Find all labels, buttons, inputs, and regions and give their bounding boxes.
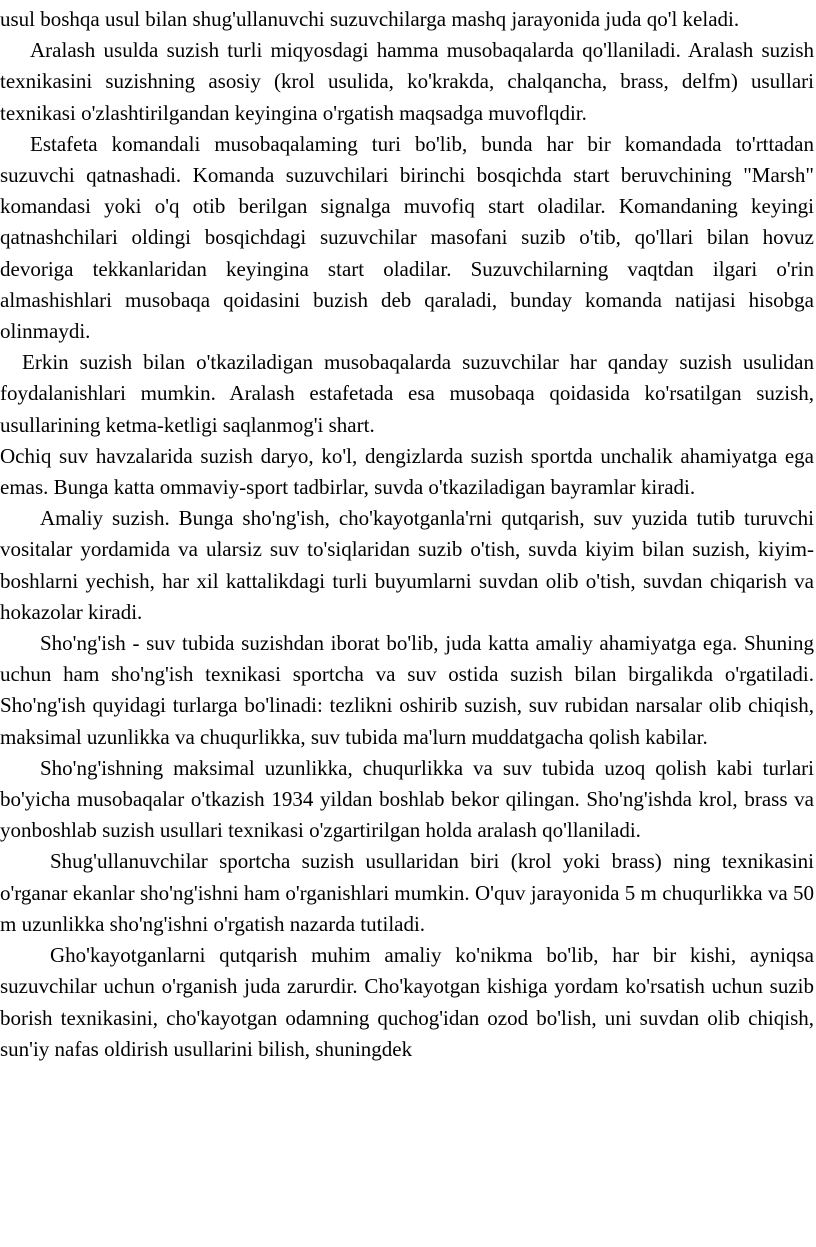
paragraph-diving: Sho'ng'ish - suv tubida suzishdan iborat bo'lib, juda katta amaliy ahamiyatga ega. Shuning uchun ham sho'ng'ish texnikasi sportcha va suv ostida suzish bilan birgalikda o'rgatiladi. Sho'ng'ish quyidagi turlarga bo'linadi: tezlikni oshirib suzish, suv rubidan narsalar olib chiqish, maksimal uzunlikka va chuqurlikka, suv tubida ma'lurn muddatgacha qolish kabilar. [0, 631, 814, 749]
paragraph-open-water: Ochiq suv havzalarida suzish daryo, ko'l, dengizlarda suzish sportda unchalik ahamiyatga ega emas. Bunga katta ommaviy-sport tadbirlar, suvda o'tkaziladigan bayramlar kiradi. [0, 443, 814, 500]
paragraph-relay: Estafeta komandali musobaqalaming turi bo'lib, bunda har bir komandada to'rttadan suzuvchi qatnashadi. Komanda suzuvchilari birinchi bosqichda start beruvchining "Marsh" komandasi yoki o'q otib berilgan signalga muvofiq start oladilar. Komandaning keyingi qatnashchilari oldingi bosqichdagi suzuvchilar masofani suzib o'tib, qo'llari bilan hovuz devoriga tekkanlaridan keyingina start oladilar. Suzuvchilarning vaqtdan ilgari o'rin almashishlari musobaqa qoidasini buzish deb qaraladi, bunday komanda natijasi hisobga olinmaydi. [0, 131, 814, 344]
paragraph-training: Shug'ullanuvchilar sportcha suzish usullaridan biri (krol yoki brass) ning texnikasini o'rganar ekanlar sho'ng'ishni ham o'rganishlari mumkin. O'quv jarayonida 5 m chuqurlikka va 50 m uzunlikka sho'ng'ishni o'rgatish nazarda tutiladi. [0, 849, 814, 936]
paragraph-applied-swimming: Amaliy suzish. Bunga sho'ng'ish, cho'kayotganla'rni qutqarish, suv yuzida tutib turuvchi vositalar yordamida va ularsiz suv to'siqlaridan suzib o'tish, suvda kiyim bilan suzish, kiyim-boshlarni yechish, har xil kattalikdagi turli buyumlarni suvdan olib o'tish, suvdan chiqarish va hokazolar kiradi. [0, 506, 814, 624]
paragraph-mixed-swimming: Aralash usulda suzish turli miqyosdagi hamma musobaqalarda qo'llaniladi. Aralash suzish texnikasini suzishning asosiy (krol usulida, ko'krakda, chalqancha, brass, delfm) usullari texnikasi o'zlashtirilgandan keyingina o'rgatish maqsadga muvoflqdir. [0, 38, 814, 125]
paragraph-rescue: Gho'kayotganlarni qutqarish muhim amaliy ko'nikma bo'lib, har bir kishi, ayniqsa suzuvchilar uchun o'rganish juda zarurdir. Cho'kayotgan kishiga yordam ko'rsatish uchun suzib borish texnikasini, cho'kayotgan odamning quchog'idan ozod bo'lish, uni suvdan olib chiqish, sun'iy nafas oldirish usullarini bilish, shuningdek [0, 943, 814, 1061]
paragraph-freestyle: Erkin suzish bilan o'tkaziladigan musobaqalarda suzuvchilar har qanday suzish usulidan foydalanishlari mumkin. Aralash estafetada esa musobaqa qoidasida ko'rsatilgan suzish, usullarining ketma-ketligi saqlanmog'i shart. [0, 350, 814, 437]
paragraph-diving-competitions: Sho'ng'ishning maksimal uzunlikka, chuqurlikka va suv tubida uzoq qolish kabi turlari bo'yicha musobaqalar o'tkazish 1934 yildan boshlab bekor qilingan. Sho'ng'ishda krol, brass va yonboshlab suzish usullari texnikasi o'zgartirilgan holda aralash qo'llaniladi. [0, 755, 814, 843]
paragraph-continuation: usul boshqa usul bilan shug'ullanuvchi suzuvchilarga mashq jarayonida juda qo'l keladi. [0, 7, 740, 31]
